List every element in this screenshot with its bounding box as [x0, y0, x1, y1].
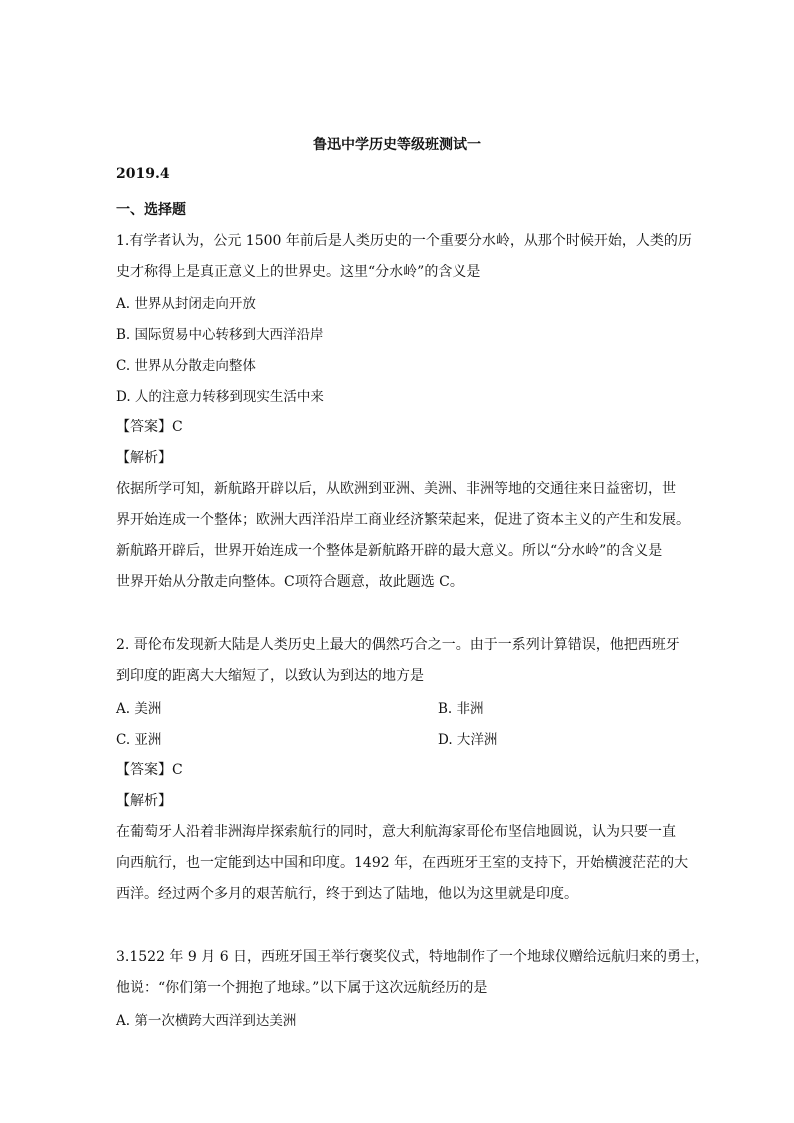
q1-stem-line-2: 史才称得上是真正意义上的世界史。这里“分水岭”的含义是 — [116, 264, 481, 280]
q2-answer: 【答案】C — [116, 762, 183, 778]
q3-option-a: A. 第一次横跨大西洋到达美洲 — [116, 1013, 297, 1029]
q3-stem-line-2: 他说：“你们第一个拥抱了地球。”以下属于这次远航经历的是 — [116, 980, 488, 996]
q2-stem-line-1: 2. 哥伦布发现新大陆是人类历史上最大的偶然巧合之一。由于一系列计算错误，他把西班牙 — [116, 637, 680, 653]
q2-option-c: C. 亚洲 — [116, 732, 162, 748]
q2-option-d: D. 大洋洲 — [438, 732, 498, 748]
q1-analysis-line-2: 界开始连成一个整体；欧洲大西洋沿岸工商业经济繁荣起来，促进了资本主义的产生和发展。 — [116, 512, 690, 528]
q2-option-a: A. 美洲 — [116, 701, 162, 717]
q2-analysis-line-3: 西洋。经过两个多月的艰苦航行，终于到达了陆地，他以为这里就是印度。 — [116, 886, 578, 902]
q1-answer: 【答案】C — [116, 419, 183, 435]
q2-analysis-line-2: 向西航行，也一定能到达中国和印度。1492 年，在西班牙王室的支持下，开始横渡茫茫的大 — [116, 855, 689, 871]
q3-stem-line-1: 3.1522 年 9 月 6 日，西班牙国王举行褒奖仪式，特地制作了一个地球仪赠给远航归来的勇士， — [116, 949, 710, 965]
q2-analysis-line-1: 在葡萄牙人沿着非洲海岸探索航行的同时，意大利航海家哥伦布坚信地圆说，认为只要一直 — [116, 824, 676, 840]
q1-analysis-line-3: 新航路开辟后，世界开始连成一个整体是新航路开辟的最大意义。所以“分水岭”的含义是 — [116, 543, 663, 559]
q1-analysis-line-1: 依据所学可知，新航路开辟以后，从欧洲到亚洲、美洲、非洲等地的交通往来日益密切，世 — [116, 481, 676, 497]
q2-option-b: B. 非洲 — [438, 701, 484, 717]
q1-analysis-label: 【解析】 — [116, 450, 172, 466]
q1-option-a: A. 世界从封闭走向开放 — [116, 296, 256, 312]
exam-date: 2019.4 — [116, 166, 170, 182]
q1-analysis-line-4: 世界开始从分散走向整体。C项符合题意，故此题选 C。 — [116, 574, 464, 590]
q1-option-c: C. 世界从分散走向整体 — [116, 358, 256, 374]
q1-option-d: D. 人的注意力转移到现实生活中来 — [116, 389, 324, 405]
q2-analysis-label: 【解析】 — [116, 793, 172, 809]
q2-stem-line-2: 到印度的距离大大缩短了，以致认为到达的地方是 — [116, 668, 424, 684]
q1-stem-line-1: 1.有学者认为，公元 1500 年前后是人类历史的一个重要分水岭，从那个时候开始，人类的历 — [116, 233, 692, 249]
page-title: 鲁迅中学历史等级班测试一 — [313, 137, 481, 153]
section-heading: 一、选择题 — [116, 202, 186, 218]
q1-option-b: B. 国际贸易中心转移到大西洋沿岸 — [116, 327, 324, 343]
